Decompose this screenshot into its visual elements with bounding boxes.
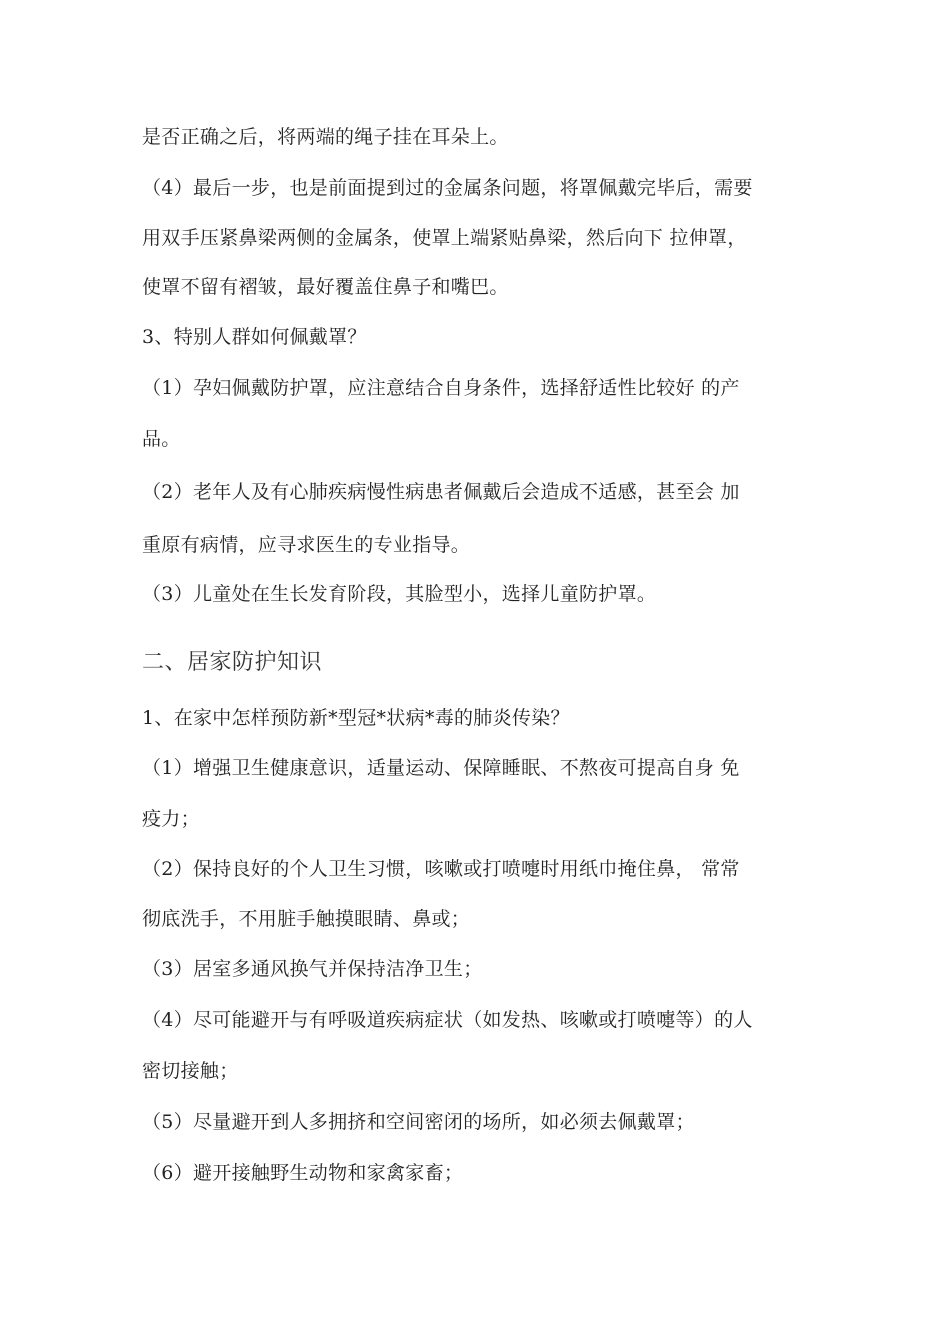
paragraph-line: （2）保持良好的个人卫生习惯，咳嗽或打喷嚏时用纸巾掩住鼻， 常常 [142,858,740,880]
paragraph-line: （2）老年人及有心肺疾病慢性病患者佩戴后会造成不适感，甚至会 加 [142,481,740,503]
paragraph-line: 使罩不留有褶皱，最好覆盖住鼻子和嘴巴。 [142,276,509,298]
paragraph-line: 疫力； [142,808,200,830]
paragraph-line: （4）尽可能避开与有呼吸道疾病症状（如发热、咳嗽或打喷嚏等）的人 [142,1009,753,1031]
section-heading: 二、居家防护知识 [142,650,323,675]
paragraph-line: （5）尽量避开到人多拥挤和空间密闭的场所，如必须去佩戴罩； [142,1111,695,1133]
paragraph-line: （6）避开接触野生动物和家禽家畜； [142,1162,464,1184]
subheading-line: 1、在家中怎样预防新*型冠*状病*毒的肺炎传染？ [142,707,570,729]
paragraph-line: （3）儿童处在生长发育阶段，其脸型小，选择儿童防护罩。 [142,583,657,605]
paragraph-line: 是否正确之后，将两端的绳子挂在耳朵上。 [142,126,509,148]
paragraph-line: 用双手压紧鼻梁两侧的金属条，使罩上端紧贴鼻梁，然后向下 拉伸罩， [142,227,747,249]
paragraph-line: 彻底洗手，不用脏手触摸眼睛、鼻或； [142,908,471,930]
paragraph-line: 品。 [142,428,181,450]
paragraph-line: （1）增强卫生健康意识，适量运动、保障睡眠、不熬夜可提高自身 免 [142,757,740,779]
paragraph-line: （3）居室多通风换气并保持洁净卫生； [142,958,483,980]
paragraph-line: 密切接触； [142,1060,239,1082]
paragraph-line: （4）最后一步，也是前面提到过的金属条问题，将罩佩戴完毕后，需要 [142,177,753,199]
paragraph-line: （1）孕妇佩戴防护罩，应注意结合自身条件，选择舒适性比较好 的产 [142,377,740,399]
subheading-line: 3、特别人群如何佩戴罩？ [142,326,367,348]
paragraph-line: 重原有病情，应寻求医生的专业指导。 [142,534,471,556]
